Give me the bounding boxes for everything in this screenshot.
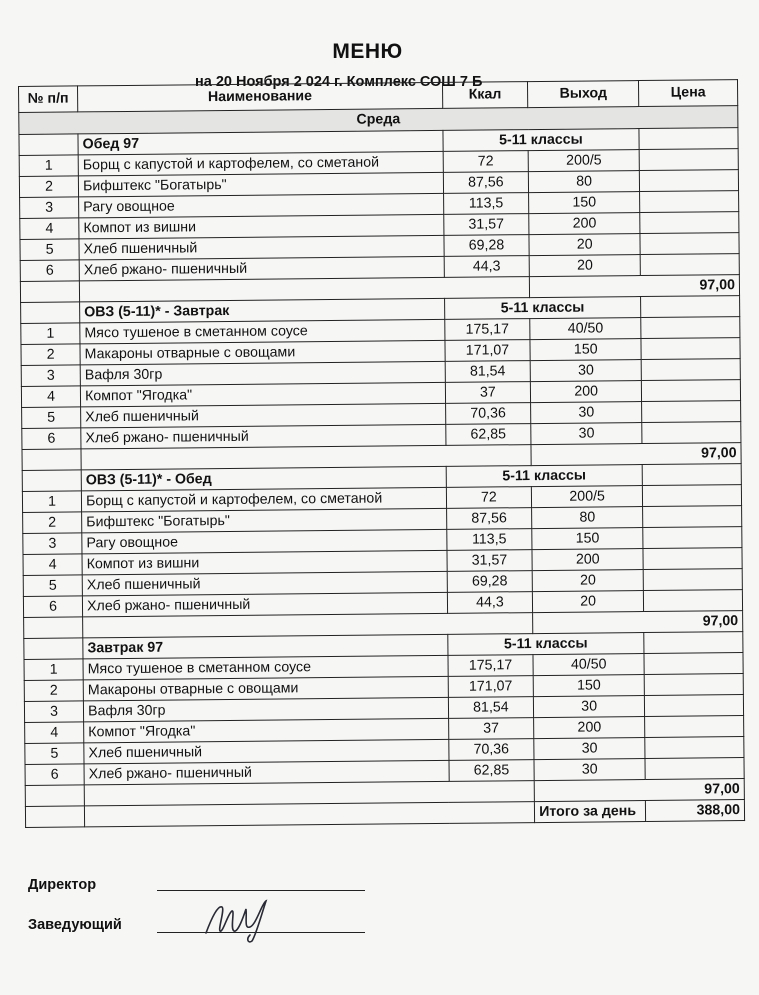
- item-kcal: 31,57: [443, 214, 529, 236]
- item-output: 200: [534, 717, 645, 739]
- item-name: Компот из вишни: [79, 214, 444, 238]
- item-output: 200: [529, 213, 640, 235]
- item-number: 4: [21, 386, 80, 408]
- section-title: ОВЗ (5-11)* - Обед: [81, 466, 446, 490]
- section-price-cell: [639, 128, 738, 150]
- item-name: Вафля 30гр: [80, 361, 445, 385]
- item-kcal: 81,54: [448, 697, 534, 719]
- item-output: 150: [530, 339, 641, 361]
- manager-label: Заведующий: [28, 917, 122, 933]
- section-class-label: 5-11 классы: [443, 129, 640, 152]
- header-output: Выход: [528, 81, 639, 108]
- item-number: 3: [21, 365, 80, 387]
- item-number: 3: [23, 533, 82, 555]
- item-name: Макароны отварные с овощами: [80, 340, 445, 364]
- item-kcal: 69,28: [447, 571, 533, 593]
- item-price: [643, 506, 742, 528]
- handwritten-signature: [200, 895, 280, 945]
- item-kcal: 44,3: [447, 592, 533, 614]
- menu-body: [19, 106, 745, 828]
- item-output: 80: [529, 171, 640, 193]
- item-name: Борщ с капустой и картофелем, со сметаной: [81, 487, 446, 511]
- item-output: 30: [531, 402, 642, 424]
- item-output: 150: [532, 528, 643, 550]
- header-price: Цена: [639, 80, 738, 107]
- item-output: 200/5: [532, 486, 643, 508]
- item-output: 30: [531, 423, 642, 445]
- item-name: Борщ с капустой и картофелем, со сметаной: [78, 151, 443, 175]
- item-number: 1: [22, 491, 81, 513]
- item-name: Рагу овощное: [82, 529, 447, 553]
- item-kcal: 175,17: [448, 655, 534, 677]
- item-name: Компот "Ягодка": [80, 382, 445, 406]
- item-price: [644, 653, 743, 675]
- item-kcal: 72: [446, 487, 532, 509]
- item-kcal: 171,07: [448, 676, 534, 698]
- item-number: 4: [25, 722, 84, 744]
- item-output: 200/5: [528, 150, 639, 172]
- director-signature-line: [157, 890, 365, 891]
- total-num-cell: [25, 785, 84, 807]
- item-kcal: 175,17: [444, 319, 530, 341]
- item-name: Хлеб пшеничный: [84, 739, 449, 763]
- item-output: 80: [532, 507, 643, 529]
- item-output: 150: [529, 192, 640, 214]
- item-price: [640, 254, 739, 276]
- item-number: 1: [19, 155, 78, 177]
- item-price: [645, 716, 744, 738]
- item-kcal: 70,36: [445, 403, 531, 425]
- section-price-cell: [644, 632, 743, 654]
- page-subtitle: на 20 Ноября 2 024 г. Комплекс СОШ 7 Б: [195, 74, 483, 90]
- section-num-cell: [22, 470, 81, 492]
- section-title: ОВЗ (5-11)* - Завтрак: [80, 298, 445, 322]
- item-price: [643, 548, 742, 570]
- item-name: Хлеб пшеничный: [81, 403, 446, 427]
- header-kcal: Ккал: [442, 82, 528, 109]
- item-number: 2: [23, 512, 82, 534]
- item-kcal: 87,56: [443, 172, 529, 194]
- item-name: Хлеб пшеничный: [79, 235, 444, 259]
- item-name: Рагу овощное: [79, 193, 444, 217]
- item-kcal: 37: [448, 718, 534, 740]
- item-number: 6: [23, 596, 82, 618]
- item-price: [642, 422, 741, 444]
- section-total: 97,00: [531, 443, 741, 466]
- item-kcal: 72: [443, 151, 529, 173]
- item-price: [640, 191, 739, 213]
- item-price: [643, 485, 742, 507]
- item-price: [641, 317, 740, 339]
- item-name: Хлеб ржано- пшеничный: [84, 760, 449, 784]
- item-price: [643, 527, 742, 549]
- page-title: МЕНЮ: [332, 40, 403, 63]
- item-number: 5: [22, 407, 81, 429]
- section-price-cell: [642, 464, 741, 486]
- section-num-cell: [19, 134, 78, 156]
- grand-num-cell: [25, 806, 84, 828]
- item-kcal: 113,5: [443, 193, 529, 215]
- item-kcal: 69,28: [444, 235, 530, 257]
- item-name: Бифштекс "Богатырь": [78, 172, 443, 196]
- item-price: [640, 212, 739, 234]
- item-name: Хлеб ржано- пшеничный: [81, 424, 446, 448]
- item-output: 30: [534, 696, 645, 718]
- item-number: 5: [20, 239, 79, 261]
- item-name: Хлеб ржано- пшеничный: [82, 592, 447, 616]
- item-price: [641, 359, 740, 381]
- grand-total-label: Итого за день: [535, 801, 646, 823]
- item-number: 4: [20, 218, 79, 240]
- item-price: [640, 233, 739, 255]
- item-price: [645, 758, 744, 780]
- header-name: Наименование: [78, 82, 443, 111]
- item-number: 3: [20, 197, 79, 219]
- item-output: 20: [533, 591, 644, 613]
- menu-table: [18, 79, 745, 828]
- item-name: Мясо тушеное в сметанном соусе: [83, 655, 448, 679]
- grand-total-value: 388,00: [646, 800, 745, 822]
- total-num-cell: [22, 449, 81, 471]
- item-kcal: 44,3: [444, 256, 530, 278]
- item-output: 20: [532, 570, 643, 592]
- item-price: [645, 695, 744, 717]
- item-number: 5: [23, 575, 82, 597]
- item-output: 200: [531, 381, 642, 403]
- total-num-cell: [24, 617, 83, 639]
- item-output: 30: [534, 759, 645, 781]
- section-total: 97,00: [530, 275, 740, 298]
- section-price-cell: [641, 296, 740, 318]
- item-name: Бифштекс "Богатырь": [82, 508, 447, 532]
- section-num-cell: [21, 302, 80, 324]
- item-kcal: 62,85: [449, 760, 535, 782]
- item-price: [645, 737, 744, 759]
- item-name: Мясо тушеное в сметанном соусе: [80, 319, 445, 343]
- item-number: 6: [25, 764, 84, 786]
- item-price: [642, 401, 741, 423]
- section-title: Завтрак 97: [83, 634, 448, 658]
- item-name: Компот "Ягодка": [84, 718, 449, 742]
- day-label: Среда: [19, 106, 738, 135]
- item-name: Хлеб ржано- пшеничный: [79, 256, 444, 280]
- item-price: [640, 170, 739, 192]
- item-price: [639, 149, 738, 171]
- item-kcal: 37: [445, 382, 531, 404]
- item-kcal: 31,57: [447, 550, 533, 572]
- item-name: Компот из вишни: [82, 550, 447, 574]
- section-class-label: 5-11 классы: [447, 633, 644, 656]
- item-name: Макароны отварные с овощами: [83, 676, 448, 700]
- section-num-cell: [24, 638, 83, 660]
- item-output: 40/50: [530, 318, 641, 340]
- section-class-label: 5-11 классы: [444, 297, 641, 320]
- item-output: 20: [529, 234, 640, 256]
- item-output: 200: [532, 549, 643, 571]
- item-number: 3: [24, 701, 83, 723]
- item-number: 6: [22, 428, 81, 450]
- item-number: 2: [24, 680, 83, 702]
- item-name: Вафля 30гр: [83, 697, 448, 721]
- item-price: [642, 380, 741, 402]
- item-output: 150: [533, 675, 644, 697]
- grand-spacer-cell: [84, 802, 534, 827]
- section-total: 97,00: [533, 611, 743, 634]
- item-kcal: 113,5: [446, 529, 532, 551]
- item-price: [644, 674, 743, 696]
- item-number: 2: [19, 176, 78, 198]
- item-number: 4: [23, 554, 82, 576]
- item-price: [641, 338, 740, 360]
- total-num-cell: [20, 281, 79, 303]
- item-number: 2: [21, 344, 80, 366]
- director-label: Директор: [28, 877, 97, 893]
- item-number: 1: [24, 659, 83, 681]
- item-name: Хлеб пшеничный: [82, 571, 447, 595]
- item-output: 20: [529, 255, 640, 277]
- item-kcal: 81,54: [445, 361, 531, 383]
- item-output: 40/50: [533, 654, 644, 676]
- item-output: 30: [530, 360, 641, 382]
- section-class-label: 5-11 классы: [446, 465, 643, 488]
- section-title: Обед 97: [78, 130, 443, 154]
- item-kcal: 171,07: [445, 340, 531, 362]
- item-number: 1: [21, 323, 80, 345]
- item-price: [643, 569, 742, 591]
- item-output: 30: [534, 738, 645, 760]
- item-number: 6: [20, 260, 79, 282]
- item-kcal: 87,56: [446, 508, 532, 530]
- item-kcal: 62,85: [445, 424, 531, 446]
- item-price: [644, 590, 743, 612]
- section-total: 97,00: [534, 779, 744, 802]
- item-number: 5: [25, 743, 84, 765]
- header-num: № п/п: [19, 86, 78, 113]
- item-kcal: 70,36: [448, 739, 534, 761]
